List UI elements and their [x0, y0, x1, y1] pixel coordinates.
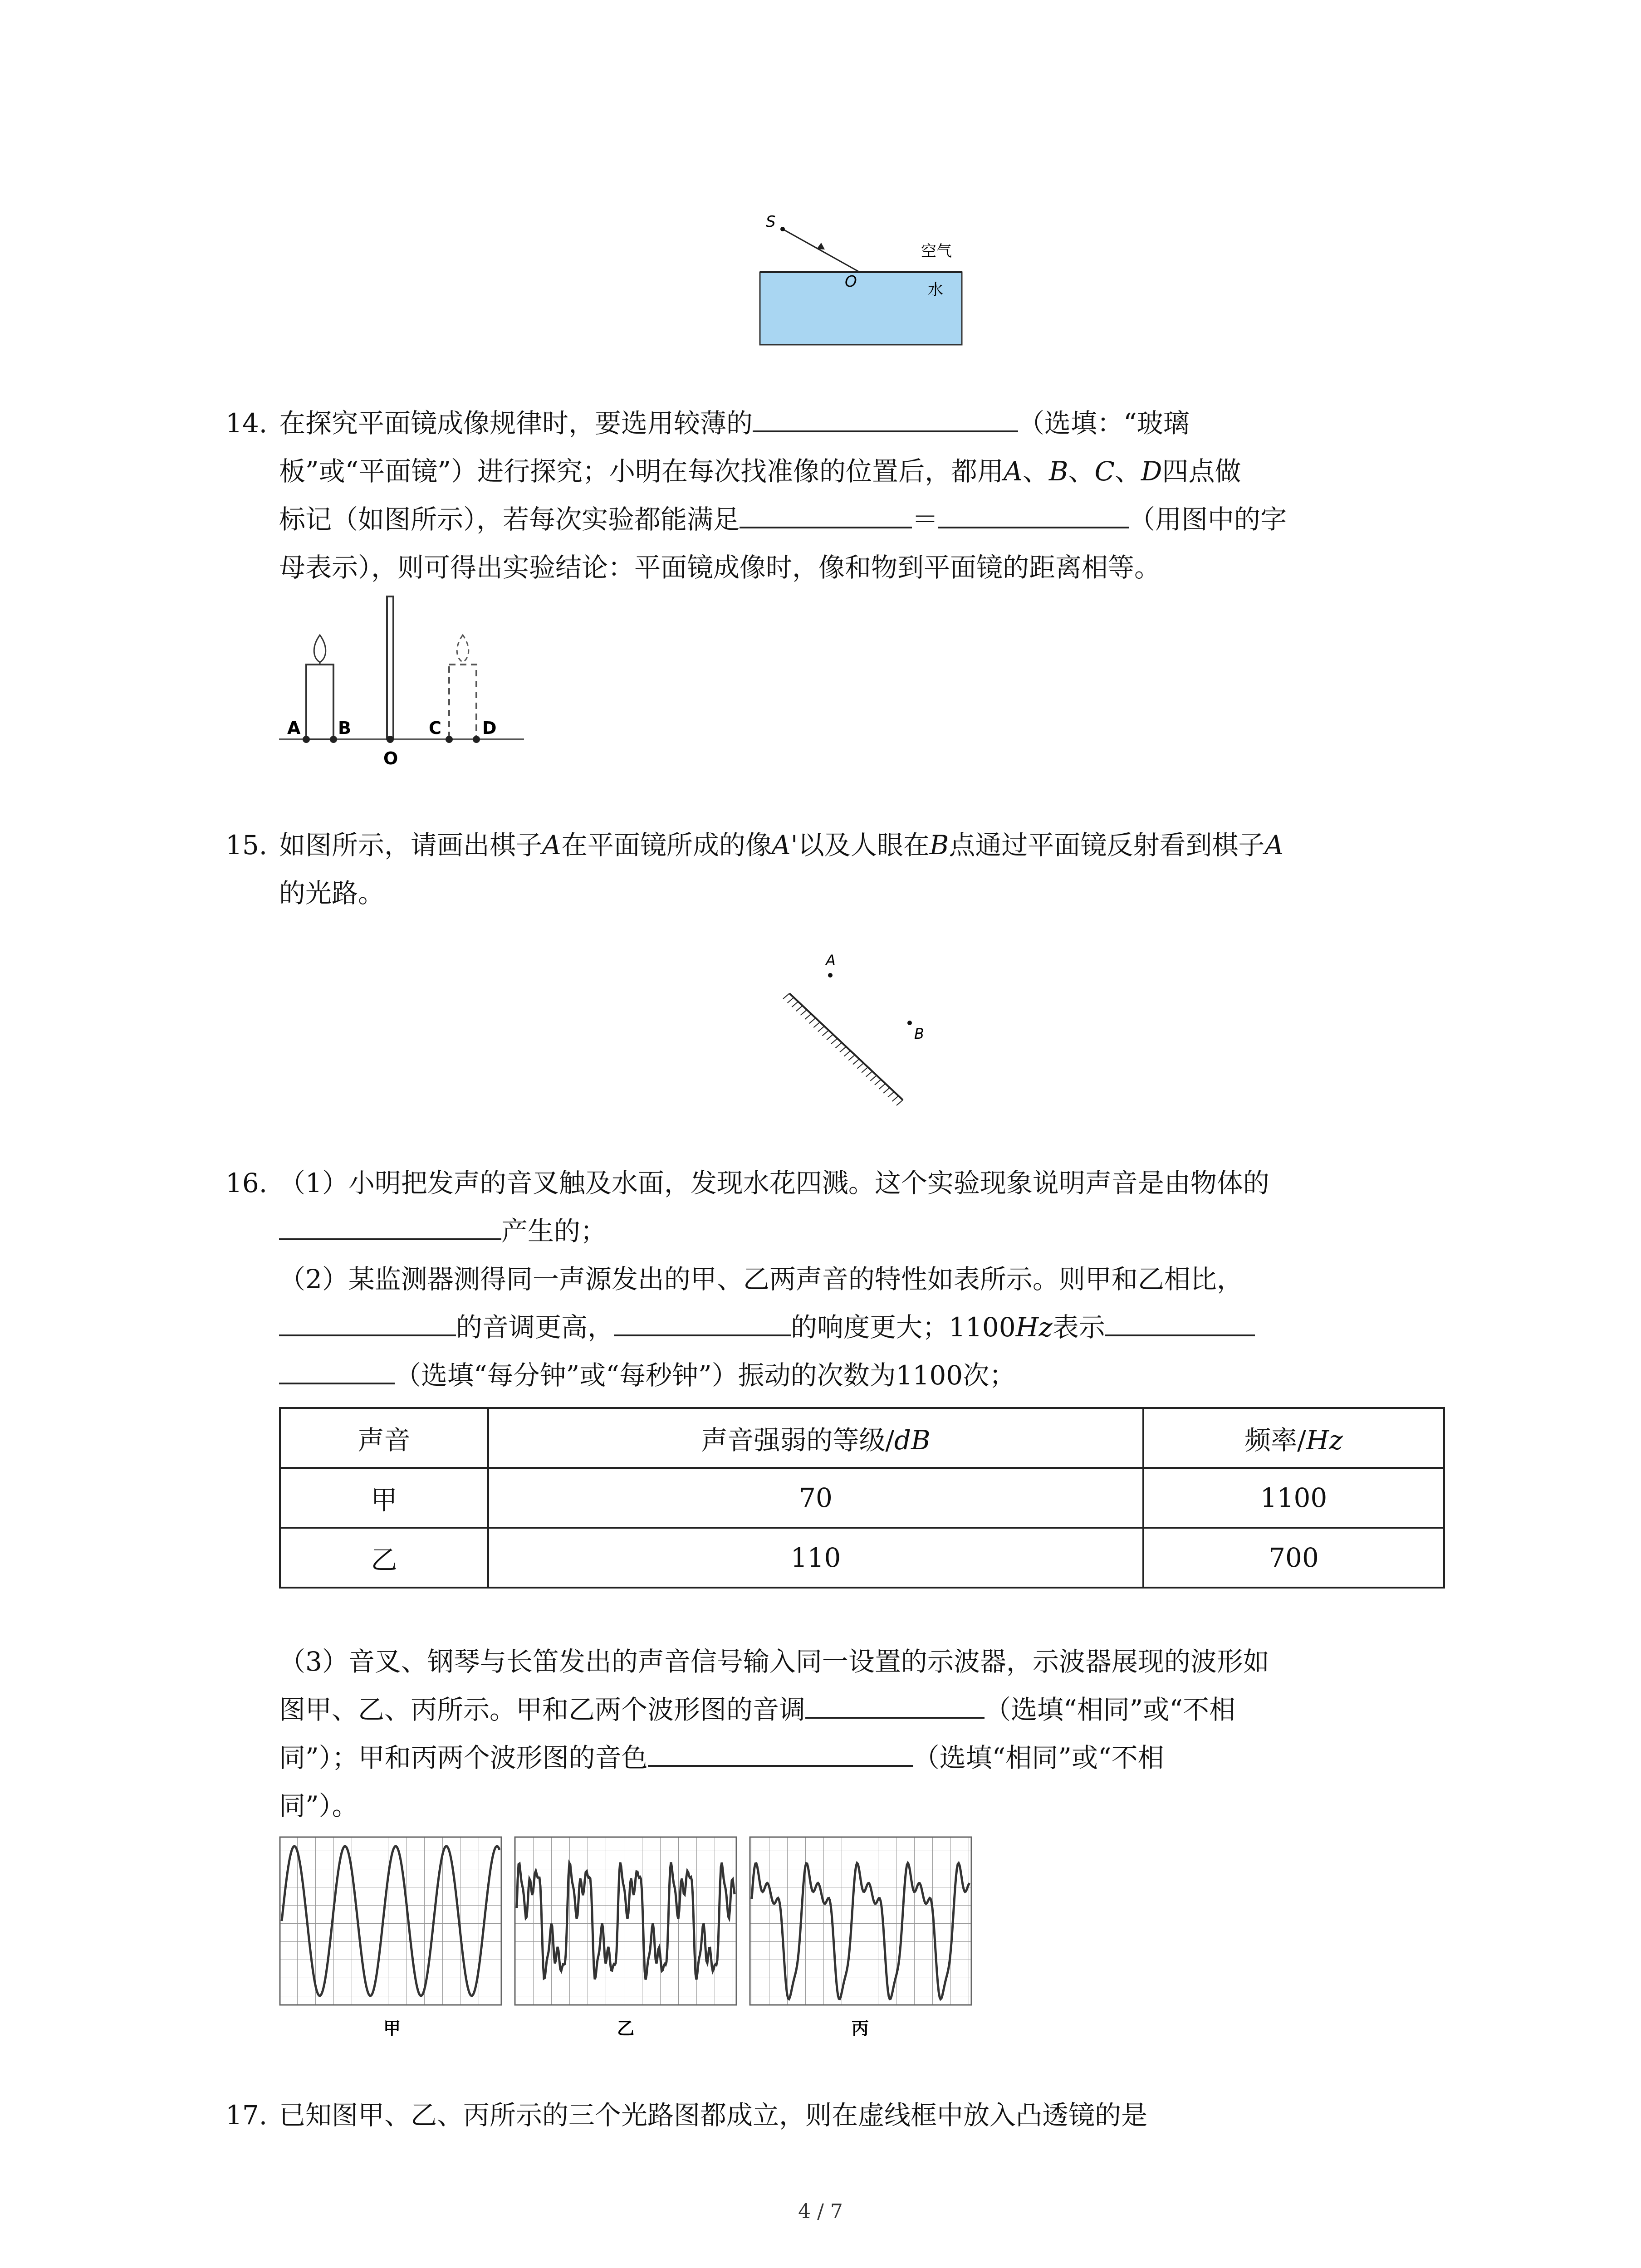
- plane-mirror-figure: [780, 948, 944, 1111]
- label-o: O: [383, 748, 398, 768]
- q16-line-9: [279, 1782, 358, 1830]
- label-c: C: [429, 718, 441, 738]
- mirror-hatch: [857, 1063, 863, 1069]
- refraction-figure: [744, 204, 980, 349]
- point-a-prime: A': [771, 830, 798, 860]
- q16-line-2: [279, 1207, 607, 1255]
- candle: [306, 665, 333, 739]
- waveform-label: 乙: [617, 2019, 635, 2038]
- q14-text: 四点做: [1162, 456, 1241, 487]
- candle-image: [449, 665, 476, 739]
- q15-text: 如图所示，请画出棋子: [279, 830, 543, 860]
- point-a: A: [1003, 456, 1023, 487]
- label-air: 空气: [921, 242, 952, 260]
- q14-text: 在探究平面镜成像规律时，要选用较薄的: [279, 408, 753, 439]
- q15-text: 以及人眼在: [798, 830, 930, 860]
- header-text: 频率/: [1244, 1425, 1306, 1456]
- mirror-hatch: [840, 1047, 846, 1052]
- q16-text: 表示: [1052, 1312, 1105, 1343]
- flame-image-icon: [457, 635, 469, 662]
- q16-text: 的音调更高，: [456, 1312, 614, 1343]
- q16-text: 图甲、乙、丙所示。甲和乙两个波形图的音调: [279, 1694, 806, 1725]
- page-number: 4 / 7: [798, 2200, 843, 2223]
- answer-blank-per-time-b[interactable]: [279, 1356, 395, 1384]
- glass-plate: [387, 596, 393, 739]
- q14-text: （用图中的字: [1129, 504, 1287, 535]
- label-b: B: [914, 1025, 924, 1042]
- q16-line-1: [279, 1159, 1269, 1207]
- table-header: 声音: [280, 1408, 488, 1468]
- ray-arrow: [817, 243, 825, 249]
- waveform-panel-jia: [280, 1837, 501, 2038]
- point-a: A: [542, 830, 561, 860]
- q17-line-1: [279, 2091, 1147, 2139]
- separator: 、: [1022, 456, 1049, 487]
- label-a: A: [826, 952, 836, 969]
- label-s: S: [766, 213, 776, 231]
- question-17: [225, 2091, 1441, 2139]
- question-16-part-3: [225, 1637, 1441, 1830]
- q16-line-4: [279, 1303, 1255, 1351]
- point-b: B: [929, 830, 949, 860]
- table-cell: 700: [1143, 1528, 1444, 1588]
- q15-text: 在平面镜所成的像: [561, 830, 772, 860]
- point-a-dot: [828, 973, 833, 978]
- q16-text: （选填“相同”或“不相: [985, 1694, 1235, 1725]
- question-number: 15.: [225, 830, 268, 860]
- label-o: O: [845, 273, 857, 291]
- mirror-hatch: [896, 1100, 903, 1105]
- table-header: [1143, 1408, 1444, 1468]
- q16-line-7: [279, 1686, 1235, 1734]
- mirror-hatch: [788, 997, 794, 1003]
- label-b: B: [338, 718, 351, 738]
- waveform-panel-yi: [515, 1837, 736, 2038]
- table-cell: 1100: [1143, 1468, 1444, 1528]
- mirror-hatch: [862, 1067, 868, 1073]
- q15-line-1: [279, 821, 1283, 869]
- q15-text: 点通过平面镜反射看到棋子: [949, 830, 1265, 860]
- mirror-hatch: [809, 1018, 816, 1023]
- q16-text: 同”）；甲和丙两个波形图的音色: [279, 1742, 648, 1773]
- label-water: 水: [928, 281, 943, 299]
- mirror-hatch: [835, 1042, 842, 1048]
- waveform-figure: [279, 1833, 987, 2046]
- answer-blank-loudness[interactable]: [614, 1308, 791, 1336]
- point-d: D: [1141, 456, 1162, 487]
- mirror-hatch: [813, 1022, 820, 1027]
- q14-line-3: [279, 495, 1287, 543]
- mirror-hatch: [875, 1080, 881, 1085]
- waveform-panel-bing: [750, 1837, 971, 2038]
- question-15: [225, 821, 1441, 917]
- waveform-label: 丙: [852, 2019, 869, 2038]
- mirror-hatch: [792, 1002, 798, 1007]
- point-b: B: [1048, 456, 1068, 487]
- separator: 、: [1068, 456, 1095, 487]
- q14-text: 母表示），则可得出实验结论：平面镜成像时，像和物到平面镜的距离相等。: [279, 552, 1161, 583]
- q16-line-8: [279, 1734, 1164, 1782]
- unit-hz: Hz: [1015, 1312, 1053, 1343]
- q17-text: 已知图甲、乙、丙所示的三个光路图都成立，则在虚线框中放入凸透镜的是: [279, 2100, 1148, 2131]
- equals-sign: ＝: [912, 504, 939, 535]
- question-number: 16.: [225, 1168, 268, 1198]
- q16-text: 产生的；: [501, 1216, 607, 1246]
- flame-icon: [314, 635, 326, 662]
- q14-text: （选填：“玻璃: [1018, 408, 1190, 439]
- answer-blank-per-time-a[interactable]: [1105, 1308, 1255, 1336]
- mirror-hatch: [805, 1014, 811, 1019]
- q16-text: 的响度更大；1100: [791, 1312, 1016, 1343]
- table-row: [280, 1468, 1444, 1528]
- mirror-hatch: [870, 1075, 877, 1081]
- separator: 、: [1114, 456, 1141, 487]
- mirror-candle-figure: [279, 590, 524, 771]
- table-header-row: [280, 1408, 1444, 1468]
- mirror-hatch: [866, 1071, 872, 1077]
- unit-db: dB: [894, 1425, 931, 1456]
- mirror-hatch: [818, 1026, 824, 1031]
- header-text: 声音强弱的等级/: [701, 1425, 894, 1456]
- point-a: A: [1264, 830, 1284, 860]
- mirror-hatch: [888, 1092, 894, 1097]
- label-a: A: [287, 718, 301, 738]
- mirror-hatch: [892, 1096, 898, 1101]
- mirror-hatch: [848, 1055, 855, 1061]
- mirror-hatch: [796, 1006, 803, 1011]
- incident-ray: [783, 229, 860, 272]
- q16-text: （3）音叉、钢琴与长笛发出的声音信号输入同一设置的示波器，示波器展现的波形如: [279, 1646, 1269, 1677]
- unit-hz: Hz: [1306, 1425, 1343, 1456]
- mirror-hatch: [823, 1030, 829, 1036]
- q16-text: 同”）。: [279, 1790, 358, 1821]
- q14-line-2: [279, 447, 1241, 495]
- q14-line-1: [279, 399, 1190, 447]
- question-14: [225, 399, 1441, 590]
- mirror-hatch: [883, 1088, 890, 1093]
- mirror-hatch: [800, 1010, 807, 1015]
- q14-text: 标记（如图所示），若每次实验都能满足: [279, 504, 740, 535]
- point-b-dot: [907, 1021, 912, 1025]
- answer-blank-1[interactable]: [753, 404, 1018, 432]
- question-16: [225, 1159, 1441, 1399]
- mirror-hatch: [783, 993, 789, 999]
- q14-line-4: [279, 543, 1161, 591]
- answer-blank-vibration[interactable]: [279, 1212, 501, 1240]
- table-header: [488, 1408, 1143, 1468]
- mirror-hatch: [831, 1038, 838, 1044]
- answer-blank-2[interactable]: [740, 500, 912, 528]
- label-d: D: [482, 718, 497, 738]
- answer-blank-pitch-compare[interactable]: [805, 1691, 985, 1719]
- mirror-hatch: [879, 1084, 886, 1089]
- table-cell: 乙: [280, 1528, 488, 1588]
- q14-text: 板”或“平面镜”）进行探究；小明在每次找准像的位置后，都用: [279, 456, 1004, 487]
- q16-line-5: [279, 1351, 1015, 1399]
- q16-line-6: [279, 1637, 1269, 1686]
- waveform-label: 甲: [383, 2019, 401, 2038]
- question-number: 14.: [225, 408, 268, 439]
- q15-line-2: [279, 869, 384, 917]
- table-cell: 甲: [280, 1468, 488, 1528]
- mirror-hatch: [827, 1034, 833, 1040]
- q16-text: （2）某监测器测得同一声源发出的甲、乙两声音的特性如表所示。则甲和乙相比，: [279, 1264, 1243, 1295]
- mirror-hatch: [853, 1059, 859, 1065]
- sound-table: [279, 1407, 1445, 1589]
- question-number: 17.: [225, 2100, 268, 2131]
- q16-text: （1）小明把发声的音叉触及水面，发现水花四溅。这个实验现象说明声音是由物体的: [279, 1168, 1269, 1198]
- table-cell: 70: [488, 1468, 1143, 1528]
- point-c: C: [1094, 456, 1115, 487]
- q16-text: （选填“每分钟”或“每秒钟”）振动的次数为1100次；: [395, 1360, 1016, 1391]
- answer-blank-timbre-compare[interactable]: [648, 1739, 913, 1767]
- table-row: [280, 1528, 1444, 1588]
- q16-line-3: [279, 1255, 1243, 1303]
- q16-text: （选填“相同”或“不相: [913, 1742, 1164, 1773]
- answer-blank-3[interactable]: [938, 500, 1129, 528]
- table-cell: 110: [488, 1528, 1143, 1588]
- mirror-hatch: [844, 1051, 851, 1056]
- q15-text: 的光路。: [279, 878, 385, 909]
- answer-blank-pitch[interactable]: [279, 1308, 456, 1336]
